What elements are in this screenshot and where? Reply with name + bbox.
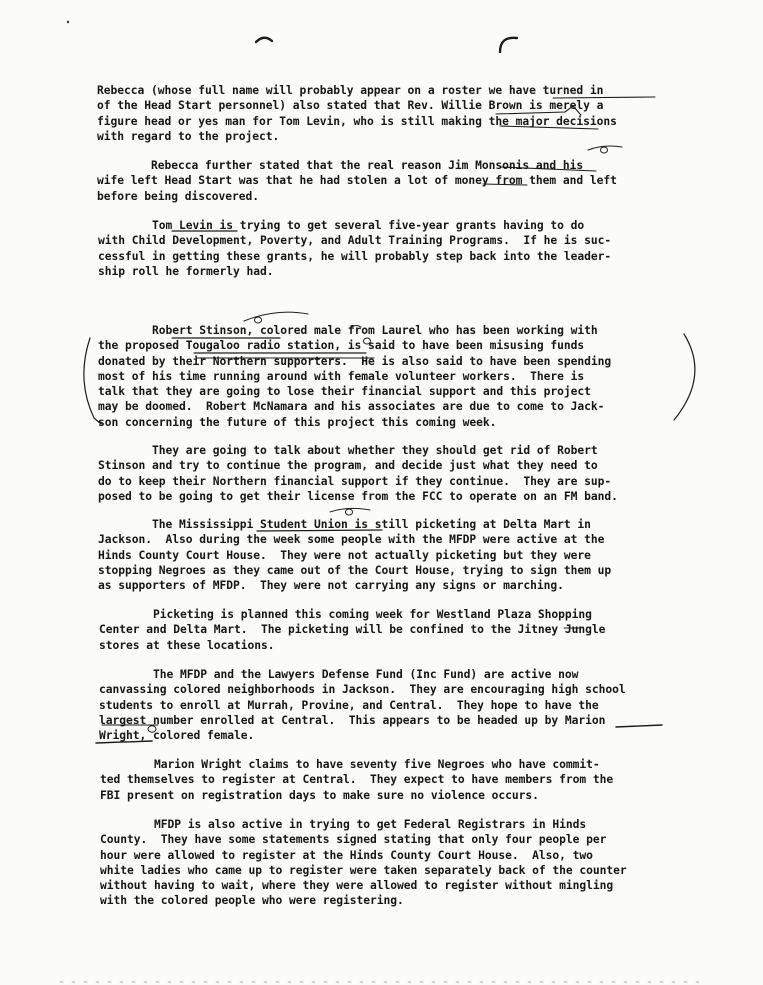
paragraph-marion-wright: Marion Wright claims to have seventy five Negroes who have commit- ted themselves to register at Central. They expect to have members from the FBI present on registration days to make sure no violence occurs. bbox=[100, 758, 614, 802]
circle-mark-monsonis-o bbox=[601, 147, 608, 153]
paragraph-tom-levin-grants: Tom Levin is trying to get several five-year grants having to do with Child Development, Poverty, and Adult Training Programs. If he is suc- cessful in getting these grants, he will probably step back into the leader- ship roll he formerly had. bbox=[98, 219, 612, 278]
right-margin-bracket bbox=[674, 334, 695, 420]
circle-mark-union-o bbox=[346, 509, 353, 515]
circle-mark-stinson bbox=[244, 312, 308, 321]
paragraph-student-union-picketing: The Mississippi Student Union is still picketing at Delta Mart in Jackson. Also during the week some people with the MFDP were active at the Hinds County Court House. They were not actually picketing but they were stopping Negroes as they came out of the Court House, trying to sign them up as supporters of MFDP. They were not carrying any signs or marching. bbox=[98, 518, 612, 593]
paragraph-robert-stinson: Robert Stinson, colored male from Laurel who has been working with the proposed Tougaloo radio station, is said to have been misusing funds donated by their Northern supporters. He is also said to have been spending most of his time running around with female volunteer workers. There is talk that they are going to lose their financial support and this project may be doomed. Robert McNamara and his associates are due to come to Jack- son concerning the future of this project this coming week. bbox=[98, 324, 612, 429]
speck-mark bbox=[67, 21, 69, 23]
paragraph-jim-monsonis: Rebecca further stated that the real reason Jim Monsonis and his wife left Head Start was that he had stolen a lot of money from them and left before being discovered. bbox=[97, 159, 617, 203]
top-left-corner-mark bbox=[256, 38, 272, 42]
top-right-corner-mark bbox=[500, 38, 517, 52]
paragraph-rebecca-roster: Rebecca (whose full name will probably appear on a roster we have turned in of the Head Start personnel) also stated that Rev. Willie Brown is merely a figure head or yes man for Tom Levin, who is still making the major decisions with regard to the project. bbox=[97, 84, 617, 143]
paragraph-federal-registrars: MFDP is also active in trying to get Federal Registrars in Hinds County. They have some statements signed stating that only four people per hour were allowed to register at the Hinds County Court House. Also, two white ladies who came up to register were taken separately back of the counter without having to wait, where they were allowed to register without mingling with the colored people who were registering. bbox=[100, 818, 627, 908]
paragraph-northern-support: They are going to talk about whether they should get rid of Robert Stinson and try to continue the program, and decide just what they need to do to keep their Northern financial support if they continue. They are sup- posed to be going to get their license from the FCC to operate on an FM band. bbox=[98, 444, 618, 503]
paragraph-picketing-planned: Picketing is planned this coming week for Westland Plaza Shopping Center and Delta Mart. The picketing will be confined to the Jitney Jungle stores at these locations. bbox=[99, 608, 606, 652]
paragraph-mfdp-canvassing: The MFDP and the Lawyers Defense Fund (Inc Fund) are active now canvassing colored neighborhoods in Jackson. They are encouraging high school students to enroll at Murrah, Provine, and Central. They hope to have the largest number enrolled at Central. This appears to be headed up by Marion Wright, colored female. bbox=[99, 668, 626, 743]
